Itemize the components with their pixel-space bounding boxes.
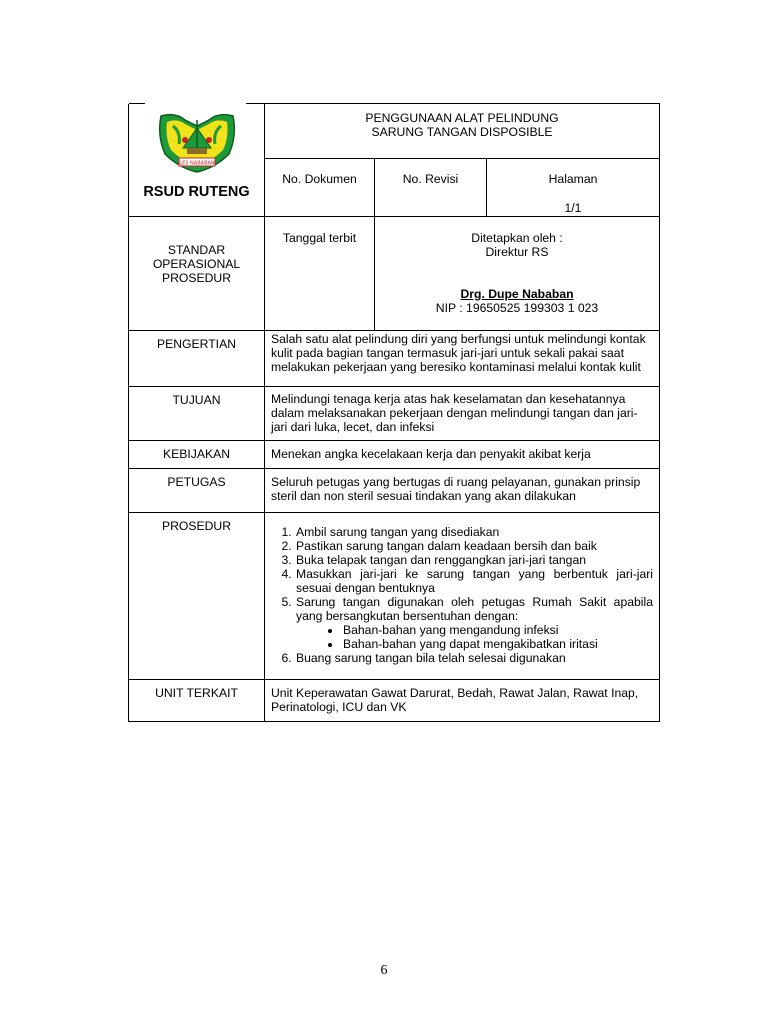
doc-number-label: No. Dokumen <box>282 172 357 186</box>
issue-date-cell <box>265 217 375 331</box>
document-title <box>265 104 660 159</box>
hospital-name: RSUD RUTENG <box>143 183 250 200</box>
sop-label-line-2: OPERASIONAL <box>152 257 241 271</box>
kebijakan-text: Menekan angka kecelakaan kerja dan penyakit akibat kerja <box>265 441 660 469</box>
procedure-step-text: Sarung tangan digunakan oleh petugas Rumah Sakit apabila yang bersangkutan bersentuhan dengan: <box>296 595 653 623</box>
contact-material-item: • Bahan-bahan yang mengandung infeksi <box>342 623 653 637</box>
procedure-step: 3. Buka telapak tangan dan renggangkan jari-jari tangan <box>295 553 653 567</box>
hospital-logo <box>155 110 239 176</box>
procedure-steps <box>271 525 653 665</box>
procedure-step: 2. Pastikan sarung tangan dalam keadaan bersih dan baik <box>295 539 653 553</box>
sop-label-line-3: PROSEDUR <box>161 271 232 285</box>
petugas-text: Seluruh petugas yang bertugas di ruang pelayanan, gunakan prinsip steril dan non steril sesuai tindakan yang akan dilakukan <box>265 469 660 513</box>
sop-table <box>128 103 660 722</box>
tujuan-label: TUJUAN <box>129 387 265 441</box>
pengertian-label: PENGERTIAN <box>129 331 265 387</box>
revision-cell <box>375 159 487 217</box>
petugas-label: PETUGAS <box>129 469 265 513</box>
contact-material-item: • Bahan-bahan yang dapat mengakibatkan iritasi <box>342 637 653 651</box>
signer-name: Drg. Dupe Nababan <box>460 287 574 301</box>
procedure-step: 1. Ambil sarung tangan yang disediakan <box>295 525 653 539</box>
procedure-step: 6. Buang sarung tangan bila telah selesai digunakan <box>295 651 653 665</box>
logo-cell <box>129 104 265 217</box>
kebijakan-label: KEBIJAKAN <box>129 441 265 469</box>
revision-label: No. Revisi <box>402 172 459 186</box>
unit-terkait-text: Unit Keperawatan Gawat Darurat, Bedah, Rawat Jalan, Rawat Inap, Perinatologi, ICU dan VK <box>265 680 660 722</box>
svg-text:LES NABABAN: LES NABABAN <box>178 160 215 166</box>
procedure-step <box>295 595 653 651</box>
page-cell <box>487 159 660 217</box>
doc-number-cell <box>265 159 375 217</box>
page-number: 6 <box>380 963 388 978</box>
page-value: 1/1 <box>564 201 582 215</box>
prosedur-content <box>265 513 660 680</box>
sop-document <box>128 103 659 722</box>
title-line-1: PENGGUNAAN ALAT PELINDUNG <box>365 111 559 125</box>
procedure-step: 4. Masukkan jari-jari ke sarung tangan yang berbentuk jari-jari sesuai dengan bentuknya <box>295 567 653 595</box>
contact-materials-list <box>296 623 653 651</box>
pengertian-text: Salah satu alat pelindung diri yang berfungsi untuk melindungi kontak kulit pada bagian tangan termasuk jari-jari untuk sekali pakai saat melakukan pekerjaan yang beresiko kontaminasi melalui kontak kulit <box>265 331 660 387</box>
signer-nip: NIP : 19650525 199303 1 023 <box>435 301 599 315</box>
tujuan-text: Melindungi tenaga kerja atas hak keselamatan dan kesehatannya dalam melaksanakan pekerjaan dengan melindungi tangan dan jari-jari dari luka, lecet, dan infeksi <box>265 387 660 441</box>
sop-label-line-1: STANDAR <box>167 243 226 257</box>
sop-label-cell <box>129 217 265 331</box>
unit-terkait-label: UNIT TERKAIT <box>129 680 265 722</box>
issue-date-label: Tanggal terbit <box>282 231 357 245</box>
set-by-label: Ditetapkan oleh : <box>471 231 563 245</box>
set-by-role: Direktur RS <box>485 245 549 259</box>
prosedur-label: PROSEDUR <box>129 513 265 680</box>
authorization-cell <box>375 217 660 331</box>
title-line-2: SARUNG TANGAN DISPOSIBLE <box>371 125 553 139</box>
page-label: Halaman <box>548 172 598 186</box>
